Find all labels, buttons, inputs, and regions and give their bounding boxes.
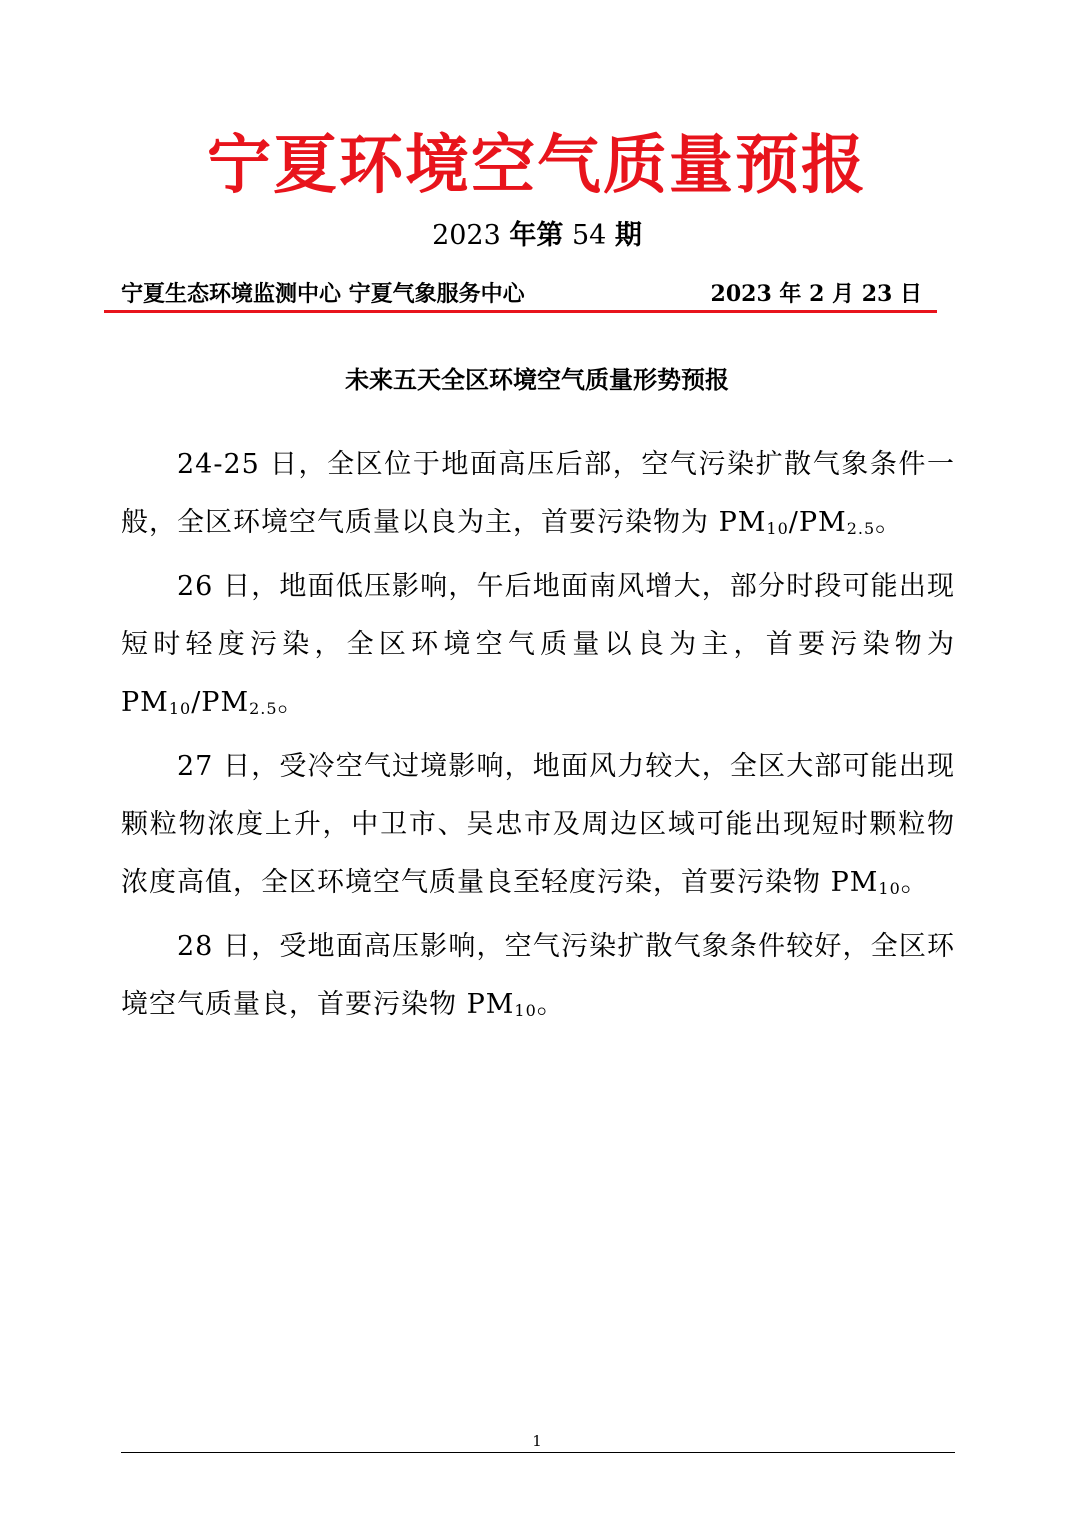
document-body bbox=[121, 436, 955, 1040]
paragraph-text: /PM bbox=[788, 507, 847, 538]
issuing-organizations: 宁夏生态环境监测中心 宁夏气象服务中心 bbox=[121, 281, 525, 307]
paragraph-text: 。 bbox=[900, 867, 929, 898]
subscript: 2.5 bbox=[249, 699, 278, 718]
forecast-paragraph-3 bbox=[121, 738, 955, 912]
paragraph-text: /PM bbox=[191, 687, 250, 718]
paragraph-text: 28 日，受地面高压影响，空气污染扩散气象条件较好，全区环境空气质量良，首要污染物 PM bbox=[121, 931, 955, 1020]
issue-year: 2023 bbox=[432, 220, 501, 251]
forecast-paragraph-1 bbox=[121, 436, 955, 552]
subscript: 2.5 bbox=[846, 519, 876, 538]
issue-number bbox=[0, 216, 1074, 256]
document-title: 未来五天全区环境空气质量形势预报 bbox=[345, 365, 729, 394]
page-number: 1 bbox=[532, 1432, 542, 1450]
issue-num-unit: 期 bbox=[614, 220, 642, 251]
forecast-paragraph-4 bbox=[121, 918, 955, 1034]
subscript: 10 bbox=[168, 699, 192, 718]
subscript: 10 bbox=[878, 879, 901, 898]
footer-rule bbox=[121, 1452, 955, 1453]
paragraph-text: 。 bbox=[277, 687, 306, 718]
publish-date: 2023 年 2 月 23 日 bbox=[710, 281, 922, 307]
header-red-rule bbox=[104, 310, 937, 313]
masthead-title: 宁夏环境空气质量预报 bbox=[207, 128, 867, 203]
issue-num: 54 bbox=[571, 220, 607, 251]
paragraph-text: 26 日，地面低压影响，午后地面南风增大，部分时段可能出现短时轻度污染，全区环境空气质量以良为主，首要污染物为 PM bbox=[121, 571, 955, 718]
subscript: 10 bbox=[514, 1001, 537, 1020]
subscript: 10 bbox=[766, 519, 789, 538]
paragraph-text: 27 日，受冷空气过境影响，地面风力较大，全区大部可能出现颗粒物浓度上升，中卫市、吴忠市及周边区域可能出现短时颗粒物浓度高值，全区环境空气质量良至轻度污染，首要污染物 PM bbox=[121, 751, 955, 898]
paragraph-text: 。 bbox=[875, 507, 904, 538]
issue-year-unit: 年第 bbox=[509, 220, 564, 251]
paragraph-text: 24-25 日，全区位于地面高压后部，空气污染扩散气象条件一般，全区环境空气质量以良为主，首要污染物为 PM bbox=[121, 449, 955, 538]
forecast-paragraph-2 bbox=[121, 558, 955, 732]
paragraph-text: 。 bbox=[536, 989, 565, 1020]
